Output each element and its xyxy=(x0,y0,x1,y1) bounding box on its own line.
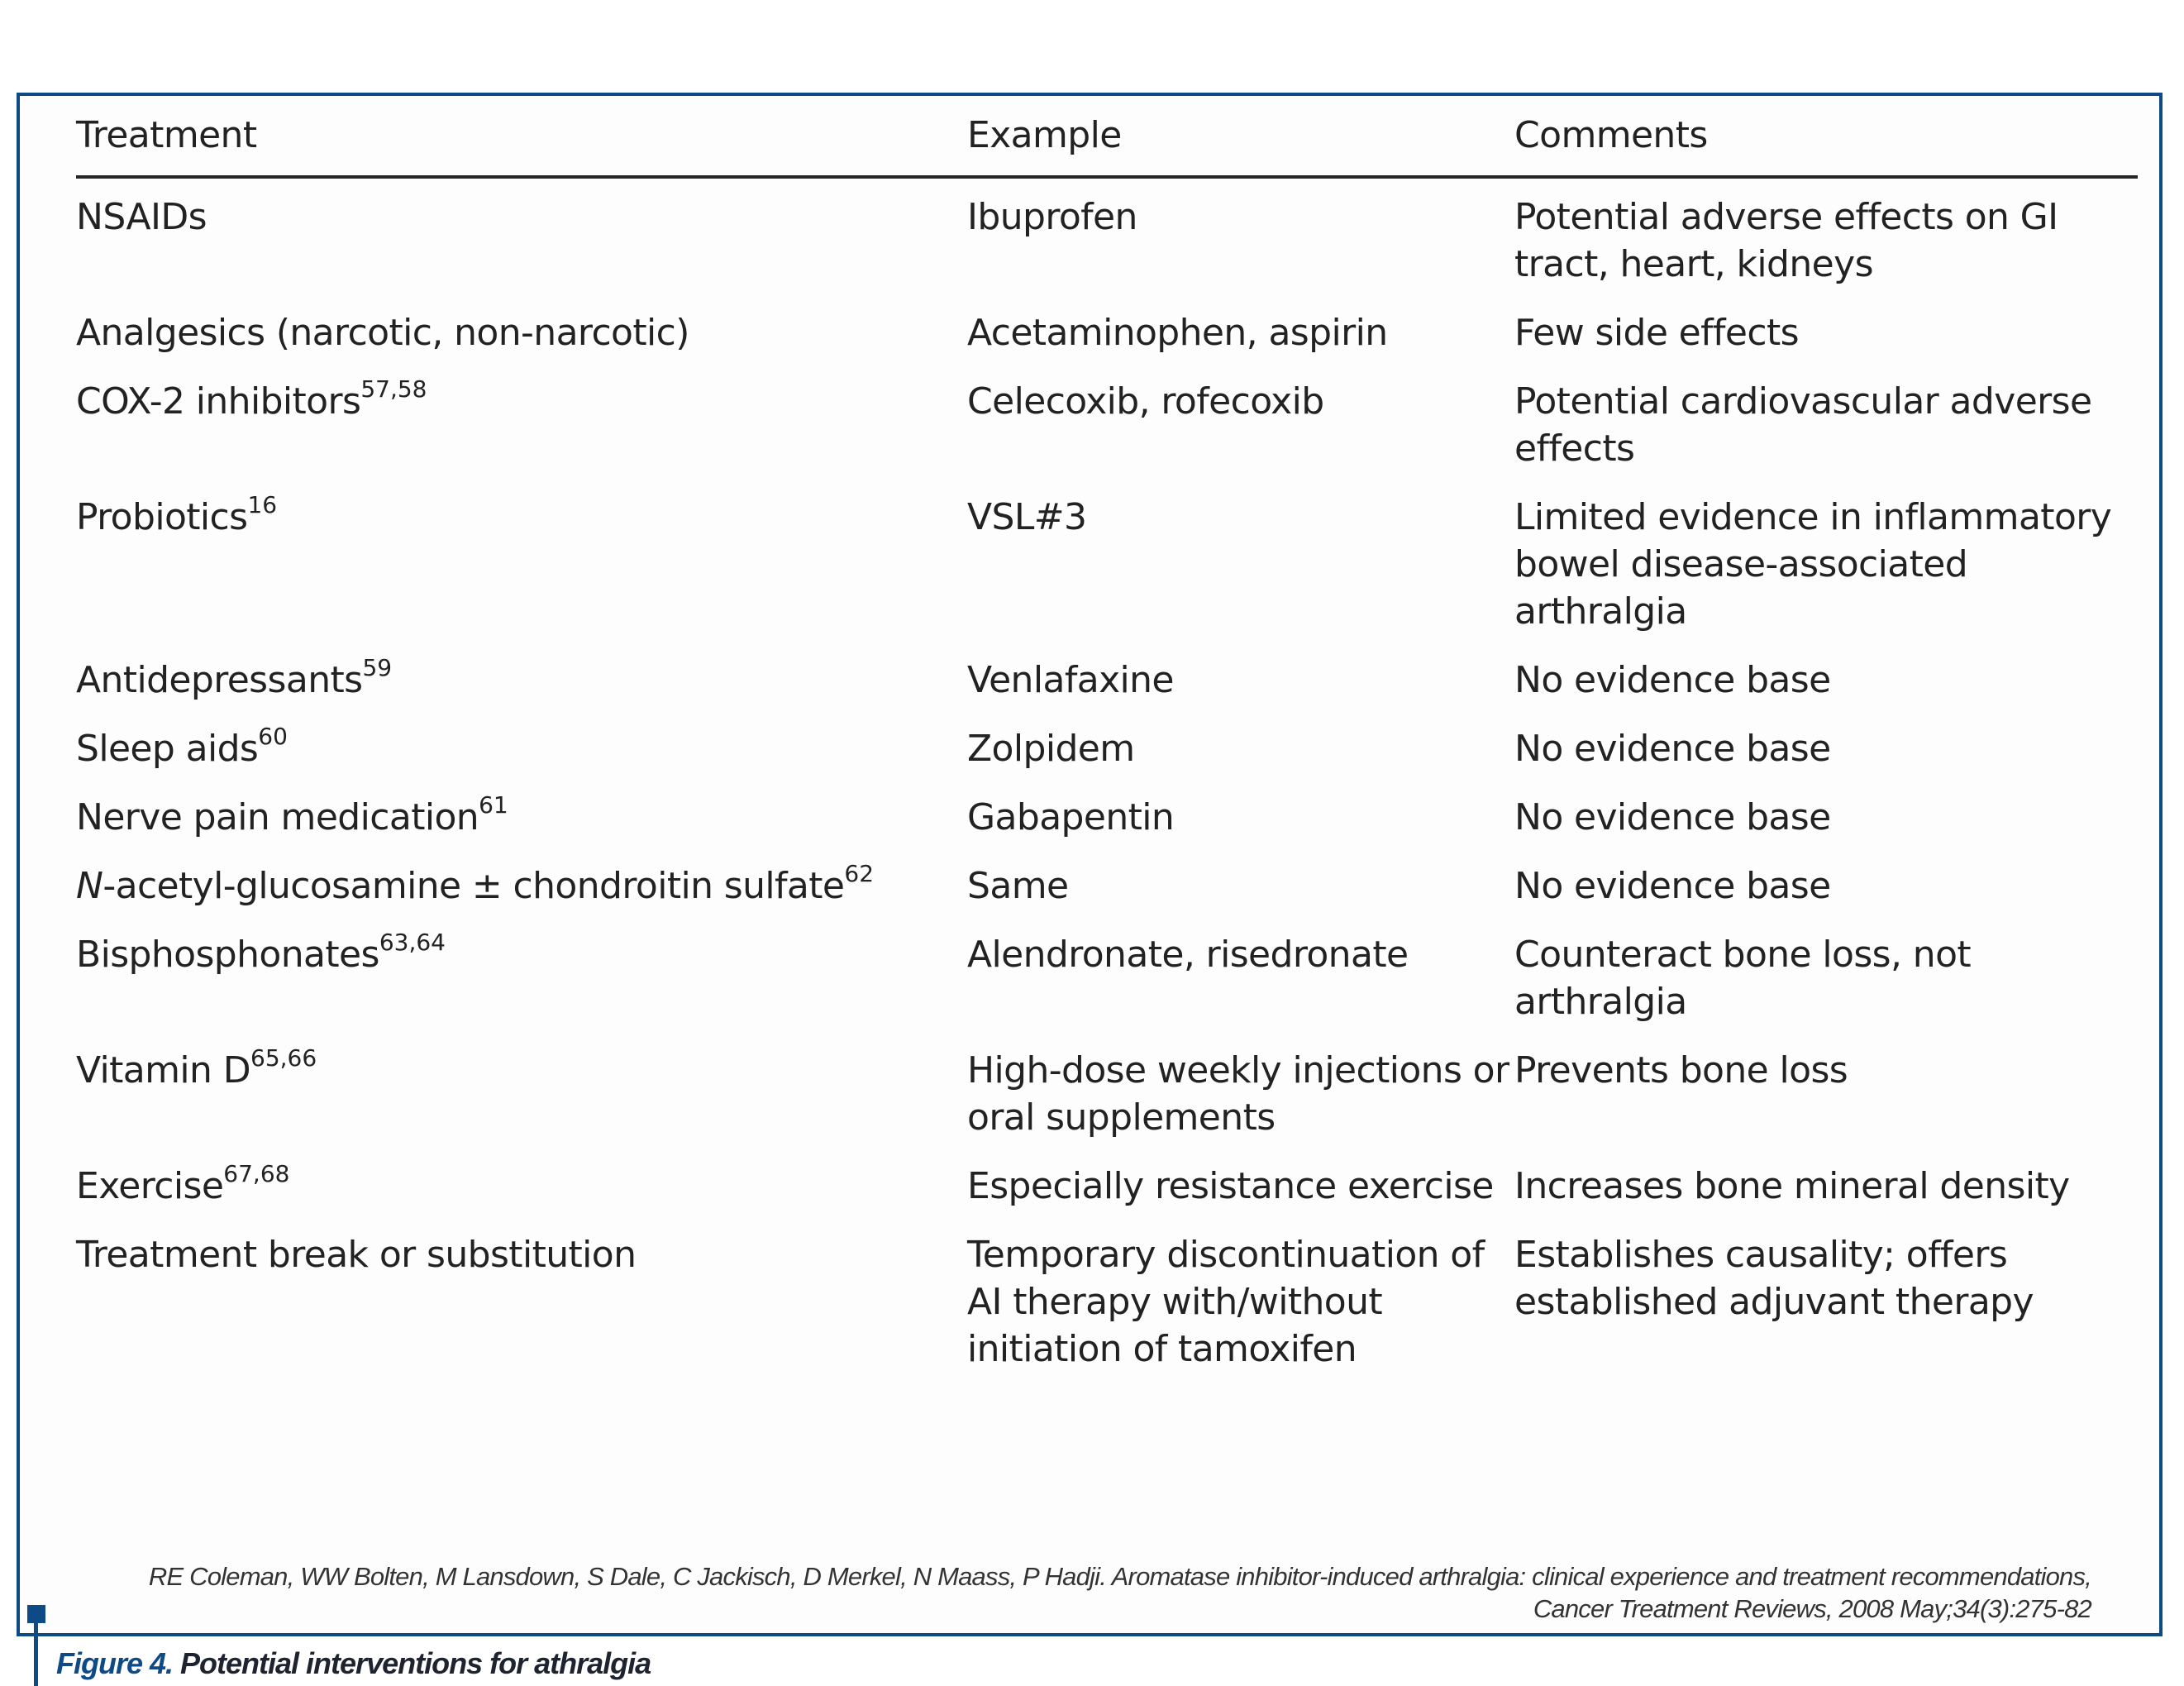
reference-superscript: 65,66 xyxy=(250,1044,317,1072)
cell-treatment xyxy=(76,177,967,288)
caption-marker-line xyxy=(34,1621,38,1686)
treatment-name: NSAIDs xyxy=(76,196,207,238)
cell-treatment xyxy=(76,1025,967,1141)
figure-label: Figure 4. xyxy=(56,1646,174,1680)
cell-comments: No evidence base xyxy=(1514,796,1831,838)
cell-example: VSL#3 xyxy=(967,496,1087,538)
treatment-italic-prefix: N xyxy=(76,865,103,907)
table-row xyxy=(76,704,2138,772)
treatment-name: Exercise xyxy=(76,1165,224,1207)
cell-example: Gabapentin xyxy=(967,796,1175,838)
cell-example: Venlafaxine xyxy=(967,659,1174,701)
cell-comments: Potential cardiovascular adverse effects xyxy=(1514,380,2092,470)
cell-treatment xyxy=(76,356,967,472)
cell-treatment xyxy=(76,1141,967,1210)
treatment-name: COX-2 inhibitors xyxy=(76,380,361,423)
reference-superscript: 60 xyxy=(258,723,288,751)
table-container xyxy=(76,106,2138,1373)
figure-caption xyxy=(56,1645,651,1682)
cell-example: Ibuprofen xyxy=(967,196,1137,238)
treatment-name: Antidepressants xyxy=(76,659,363,701)
table-row xyxy=(76,472,2138,635)
treatment-name: Nerve pain medication xyxy=(76,796,479,838)
cell-comments: No evidence base xyxy=(1514,865,1831,907)
cell-treatment xyxy=(76,704,967,772)
citation xyxy=(107,1560,2091,1625)
reference-superscript: 57,58 xyxy=(360,375,427,404)
table-row xyxy=(76,1141,2138,1210)
treatment-name: Analgesics (narcotic, non-narcotic) xyxy=(76,312,689,354)
cell-comments: No evidence base xyxy=(1514,728,1831,770)
cell-example: Especially resistance exercise xyxy=(967,1165,1494,1207)
cell-treatment xyxy=(76,910,967,1025)
treatment-name: Treatment break or substitution xyxy=(76,1234,637,1276)
cell-treatment xyxy=(76,772,967,841)
cell-example: Alendronate, risedronate xyxy=(967,934,1409,976)
header-example: Example xyxy=(967,106,1514,177)
cell-treatment xyxy=(76,472,967,635)
treatment-name: Probiotics xyxy=(76,496,248,538)
table-row xyxy=(76,177,2138,288)
treatment-name: Vitamin D xyxy=(76,1049,251,1091)
treatment-name: Bisphosphonates xyxy=(76,934,379,976)
citation-line-1: RE Coleman, WW Bolten, M Lansdown, S Dale, C Jackisch, D Merkel, N Maass, P Hadji. Aromatase inhibitor-induced arthralgia: clinical experience and treatment recommendations, xyxy=(148,1562,2091,1591)
table-body xyxy=(76,177,2138,1373)
interventions-table xyxy=(76,106,2138,1373)
cell-comments: Potential adverse effects on GI tract, heart, kidneys xyxy=(1514,196,2058,285)
cell-comments: Few side effects xyxy=(1514,312,1799,354)
cell-treatment xyxy=(76,635,967,704)
reference-superscript: 67,68 xyxy=(223,1160,290,1188)
table-row xyxy=(76,288,2138,356)
figure-title: Potential interventions for athralgia xyxy=(173,1646,651,1680)
cell-treatment xyxy=(76,841,967,910)
table-row xyxy=(76,841,2138,910)
reference-superscript: 62 xyxy=(844,860,875,888)
cell-treatment xyxy=(76,1210,967,1373)
table-row xyxy=(76,910,2138,1025)
cell-example: Temporary discontinuation of AI therapy with/without initiation of tamoxifen xyxy=(967,1234,1485,1370)
table-row xyxy=(76,772,2138,841)
reference-superscript: 61 xyxy=(479,791,508,819)
treatment-name: Sleep aids xyxy=(76,728,259,770)
table-row xyxy=(76,1025,2138,1141)
reference-superscript: 63,64 xyxy=(379,929,446,957)
cell-comments: Establishes causality; offers established adjuvant therapy xyxy=(1514,1234,2034,1323)
cell-treatment xyxy=(76,288,967,356)
table-row xyxy=(76,356,2138,472)
cell-comments: Counteract bone loss, not arthralgia xyxy=(1514,934,1972,1023)
table-header-row xyxy=(76,106,2138,177)
header-treatment: Treatment xyxy=(76,106,967,177)
reference-superscript: 16 xyxy=(247,491,278,519)
cell-comments: Increases bone mineral density xyxy=(1514,1165,2070,1207)
citation-line-2: Cancer Treatment Reviews, 2008 May;34(3):275-82 xyxy=(1533,1594,2091,1623)
cell-example: High-dose weekly injections or oral supplements xyxy=(967,1049,1509,1139)
cell-example: Acetaminophen, aspirin xyxy=(967,312,1388,354)
cell-comments: Limited evidence in inflammatory bowel disease-associated arthralgia xyxy=(1514,496,2112,633)
table-row xyxy=(76,635,2138,704)
header-comments: Comments xyxy=(1514,106,2138,177)
cell-comments: No evidence base xyxy=(1514,659,1831,701)
cell-example: Celecoxib, rofecoxib xyxy=(967,380,1324,423)
table-row xyxy=(76,1210,2138,1373)
cell-comments: Prevents bone loss xyxy=(1514,1049,1848,1091)
treatment-name: -acetyl-glucosamine ± chondroitin sulfate xyxy=(103,865,845,907)
cell-example: Zolpidem xyxy=(967,728,1135,770)
reference-superscript: 59 xyxy=(362,654,393,682)
cell-example: Same xyxy=(967,865,1069,907)
